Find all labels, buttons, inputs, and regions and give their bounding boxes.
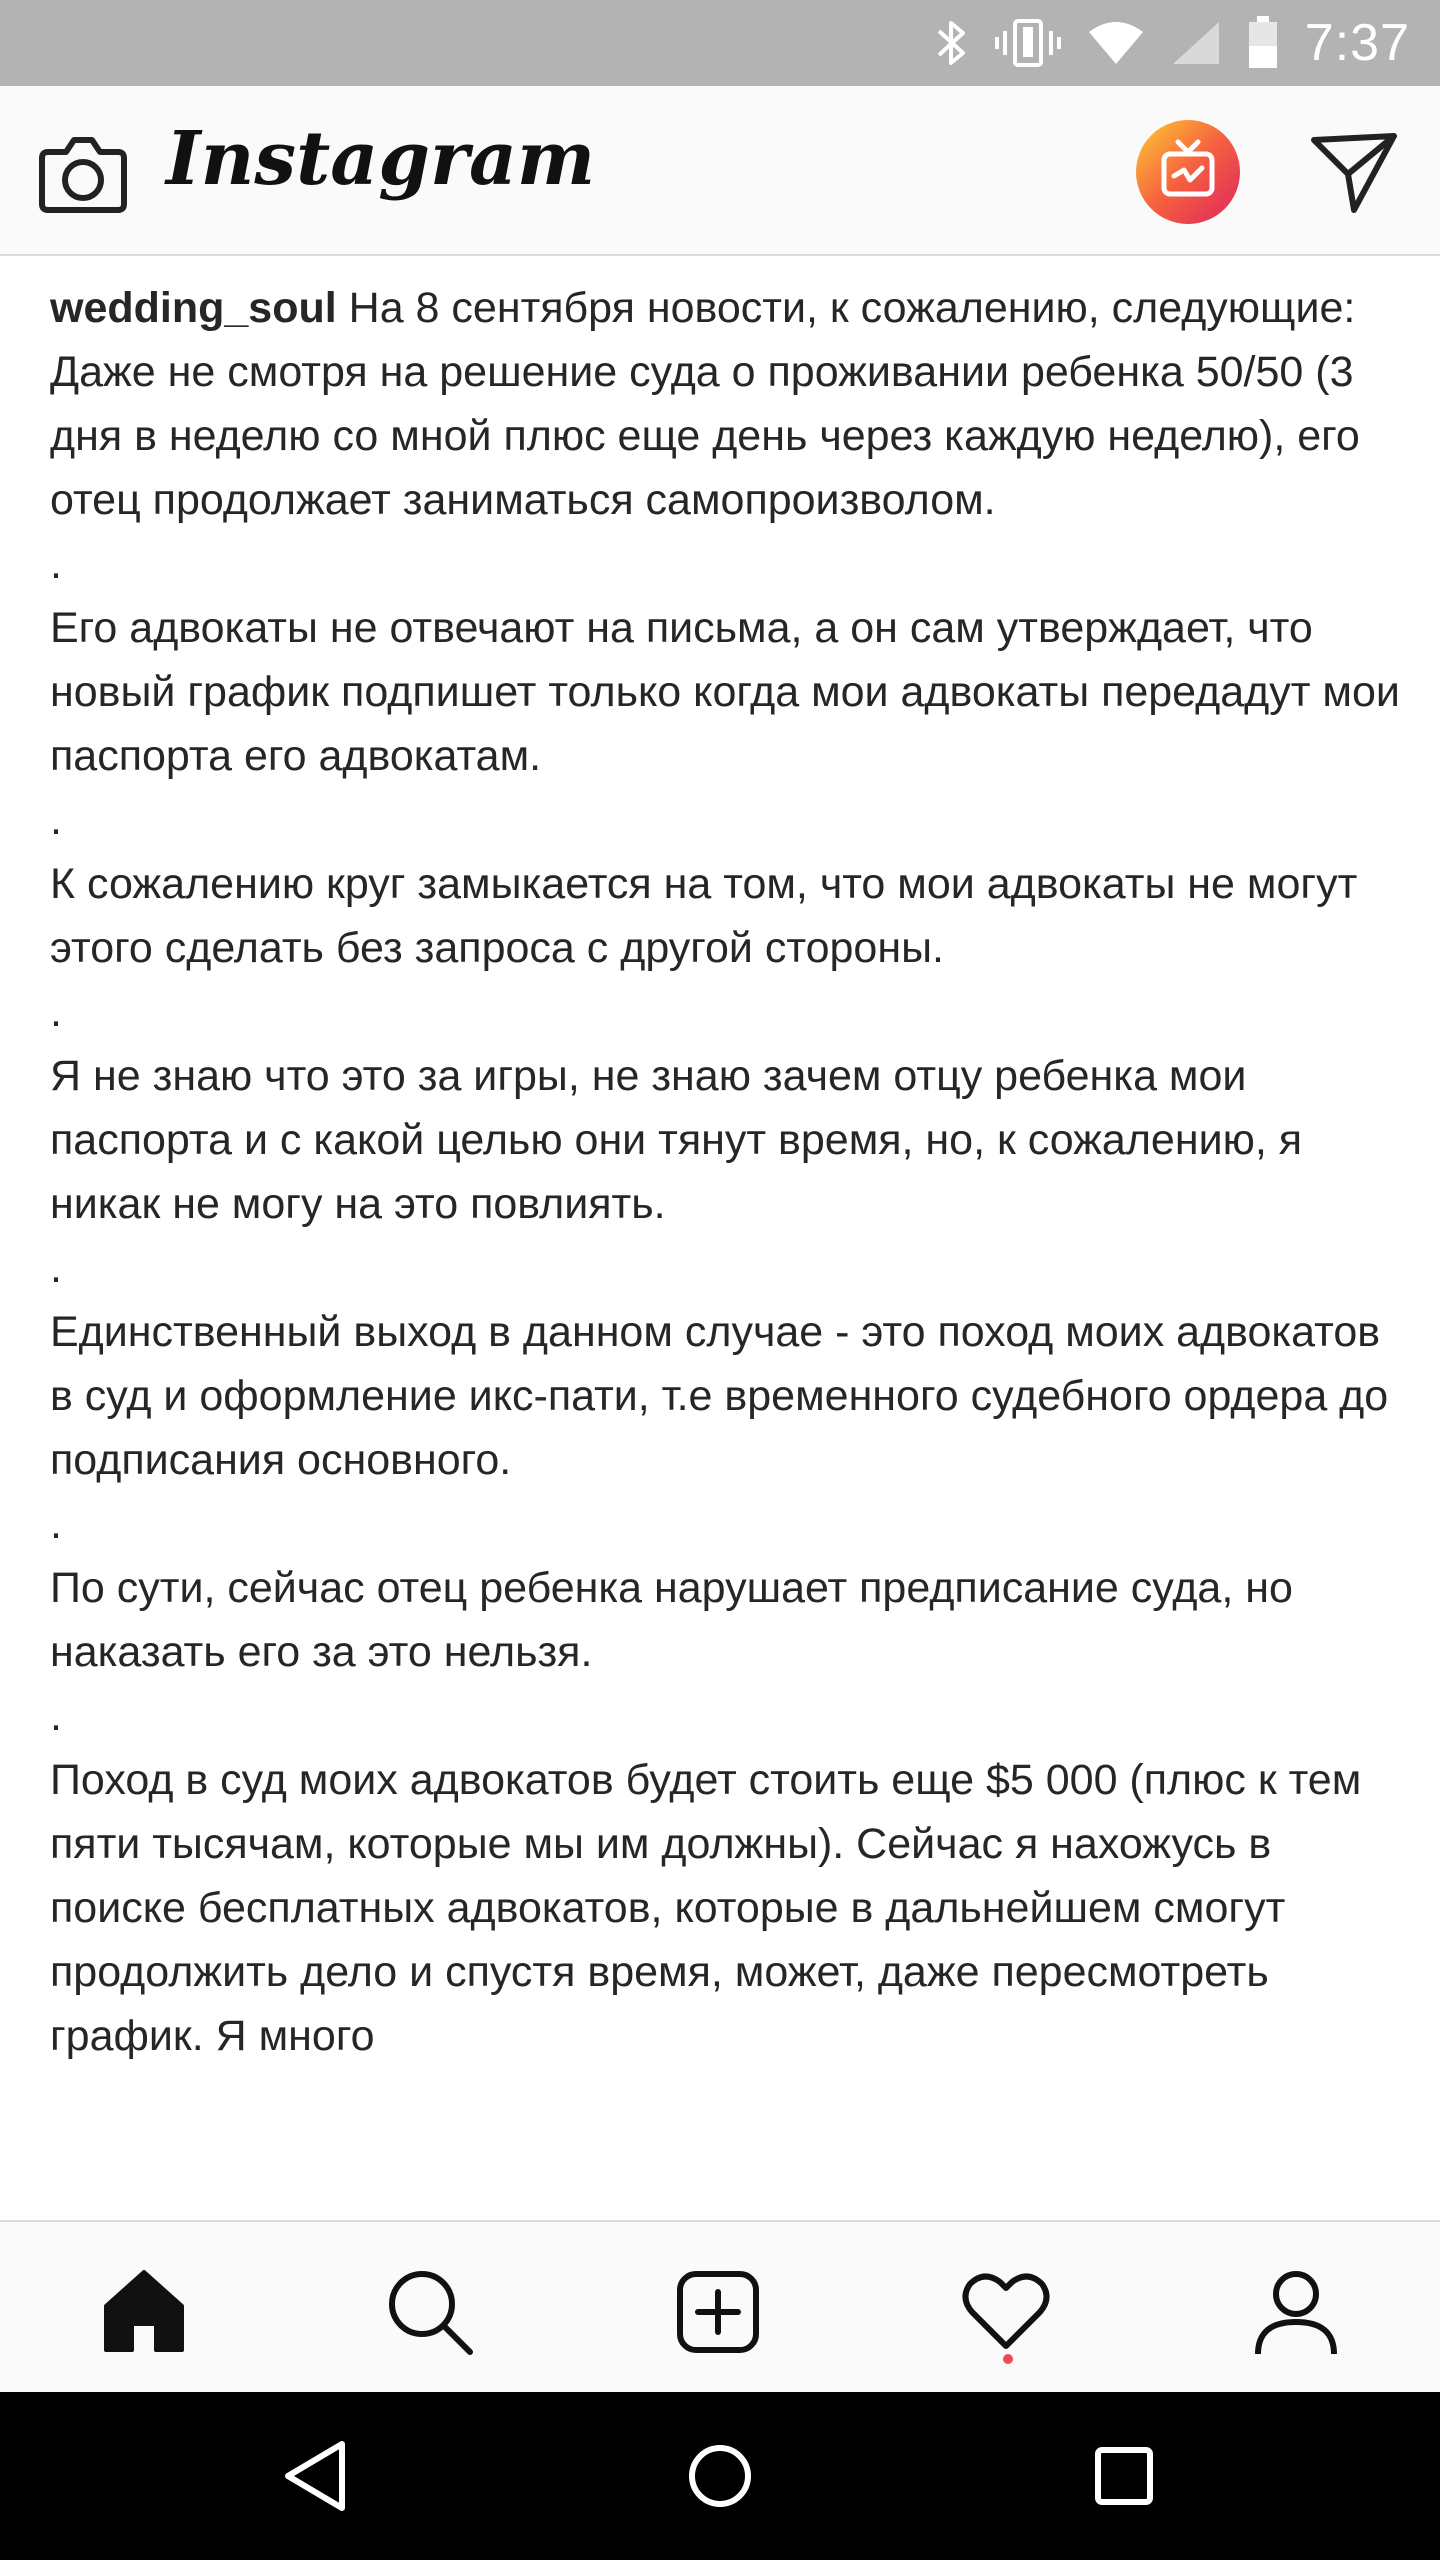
caption-line: К сожалению круг замыкается на том, что мои адвокаты не могут этого сделать без запроса с другой стороны. — [50, 860, 1370, 972]
back-icon — [274, 2434, 358, 2518]
android-back-button[interactable] — [274, 2434, 358, 2518]
caption-line: . — [50, 1692, 62, 1740]
caption-line: Единственный выход в данном случае - это поход моих адвокатов в суд и оформление икс-пати, т.е временного судебного ордера до подписания основного. — [50, 1308, 1401, 1484]
igtv-button[interactable] — [1134, 118, 1242, 226]
bluetooth-icon — [935, 17, 969, 69]
caption-line: Его адвокаты не отвечают на письма, а он сам утверждает, что новый график подпишет только когда мои адвокаты передадут мои паспорта его адвокатам. — [50, 604, 1412, 780]
igtv-icon — [1134, 118, 1242, 226]
post-username[interactable]: wedding_soul — [50, 284, 337, 332]
camera-button[interactable] — [38, 130, 128, 214]
vibrate-icon — [995, 17, 1061, 69]
caption-line: . — [50, 540, 62, 588]
android-home-button[interactable] — [678, 2434, 762, 2518]
activity-notification-dot — [1003, 2354, 1013, 2364]
activity-icon — [956, 2262, 1056, 2362]
nav-activity[interactable] — [956, 2262, 1056, 2362]
caption-line: Даже не смотря на решение суда о проживании ребенка 50/50 (3 дня в неделю со мной плюс еще день через каждую неделю), его отец продолжает заниматься самопроизволом. — [50, 348, 1372, 524]
home-icon — [94, 2262, 194, 2362]
camera-icon — [38, 130, 128, 214]
signal-icon — [1171, 20, 1221, 66]
android-recents-button[interactable] — [1082, 2434, 1166, 2518]
app-header — [0, 86, 1440, 256]
caption-line: . — [50, 1244, 62, 1292]
battery-icon — [1247, 16, 1279, 70]
search-icon — [380, 2262, 480, 2362]
profile-icon — [1246, 2262, 1346, 2362]
bottom-nav — [0, 2220, 1440, 2392]
caption-line: . — [50, 988, 62, 1036]
recents-icon — [1082, 2434, 1166, 2518]
caption-line: . — [50, 796, 62, 844]
nav-profile[interactable] — [1246, 2262, 1346, 2362]
caption-line: По сути, сейчас отец ребенка нарушает предписание суда, но наказать его за это нельзя. — [50, 1564, 1305, 1676]
caption-line: Поход в суд моих адвокатов будет стоить еще $5 000 (плюс к тем пяти тысячам, которые мы им должны). Сейчас я нахожусь в поиске бесплатных адвокатов, которые в дальнейшем смогут продолжить дело и спустя время, может, даже пересмотреть график. Я много — [50, 1756, 1374, 2060]
nav-home[interactable] — [94, 2262, 194, 2362]
home-circle-icon — [678, 2434, 762, 2518]
new-post-icon — [668, 2262, 768, 2362]
caption-first-line — [50, 276, 1410, 340]
wifi-icon — [1087, 20, 1145, 66]
nav-search[interactable] — [380, 2262, 480, 2362]
direct-message-button[interactable] — [1310, 130, 1398, 214]
status-bar — [0, 0, 1440, 86]
android-nav-bar — [0, 2392, 1440, 2560]
instagram-logo: Instagram — [166, 116, 596, 202]
direct-message-icon — [1310, 130, 1398, 214]
status-time: 7:37 — [1304, 14, 1410, 72]
post-caption — [50, 276, 1410, 2220]
caption-line: . — [50, 1500, 62, 1548]
caption-text: На 8 сентября новости, к сожалению, следующие: — [348, 284, 1356, 332]
nav-new-post[interactable] — [668, 2262, 768, 2362]
caption-line: Я не знаю что это за игры, не знаю зачем отцу ребенка мои паспорта и с какой целью они тянут время, но, к сожалению, я никак не могу на это повлиять. — [50, 1052, 1314, 1228]
